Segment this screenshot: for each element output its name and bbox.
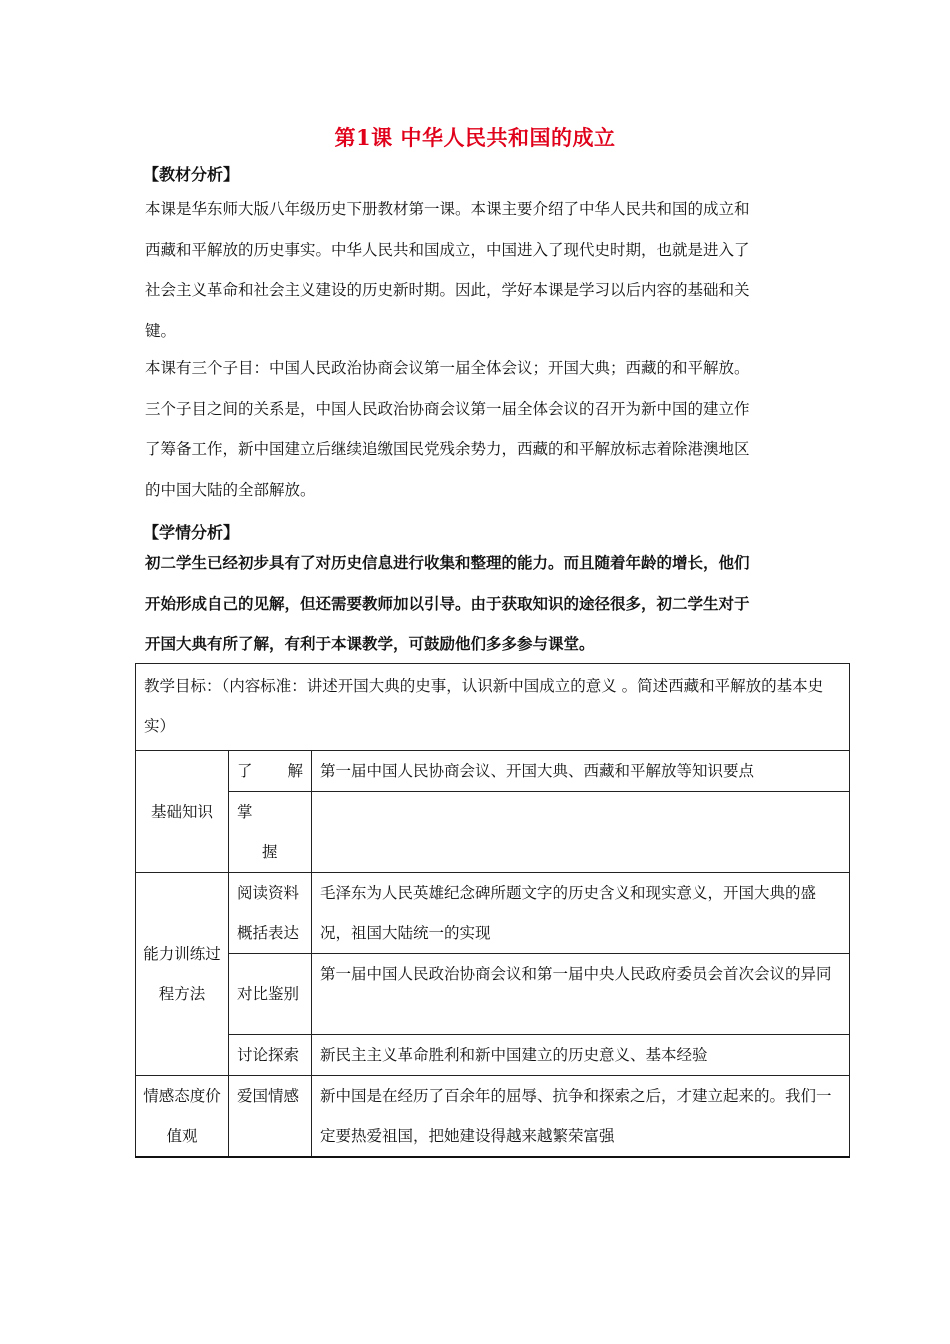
- text-line: 本课是华东师大版八年级历史下册教材第一课。本课主要介绍了中华人民共和国的成立和: [145, 200, 750, 218]
- table-row: [136, 1076, 850, 1158]
- label-understand-char-1: 了: [237, 762, 253, 780]
- lesson-title: 第1课 中华人民共和国的成立: [334, 125, 616, 150]
- text-line: 三个子目之间的关系是，中国人民政治协商会议第一届全体会议的召开为新中国的建立作: [145, 399, 750, 418]
- text-line: 的中国大陆的全部解放。: [145, 480, 316, 499]
- grasp-description: [312, 792, 850, 873]
- objective-row: [136, 664, 850, 751]
- label-comparison: 对比鉴别: [229, 954, 312, 1035]
- table-row: [136, 751, 850, 792]
- label-discussion: 讨论探索: [229, 1035, 312, 1076]
- table-row: [136, 954, 850, 1035]
- text-line: 开国大典有所了解，有利于本课教学，可鼓励他们多多参与课堂。: [145, 634, 595, 653]
- teaching-objective-cell: 教学目标：（内容标准：讲述开国大典的史事，认识新中国成立的意义 。简述西藏和平解放的基本史实）: [136, 664, 850, 751]
- label-understand-char-2: 解: [287, 762, 303, 780]
- teaching-objectives-table: [135, 663, 850, 1158]
- category-basic-knowledge: 基础知识: [136, 751, 229, 873]
- text-line: 西藏和平解放的历史事实。中华人民共和国成立，中国进入了现代史时期，也就是进入了: [145, 240, 750, 259]
- comparison-description: 第一届中国人民政治协商会议和第一届中央人民政府委员会首次会议的异同: [312, 954, 850, 1035]
- text-line: 键。: [145, 321, 177, 340]
- section-heading-student-analysis: 【学情分析】: [143, 523, 240, 542]
- label-understand: [229, 751, 312, 792]
- understand-description: 第一届中国人民协商会议、开国大典、西藏和平解放等知识要点: [312, 751, 850, 792]
- category-emotion-values: 情感态度价值观: [136, 1076, 229, 1158]
- patriotism-description: 新中国是在经历了百余年的屈辱、抗争和探索之后，才建立起来的。我们一定要热爱祖国，把她建设得越来越繁荣富强: [312, 1076, 850, 1158]
- category-ability-process: 能力训练过程方法: [136, 873, 229, 1076]
- text-line: 本课有三个子目：中国人民政治协商会议第一届全体会议；开国大典；西藏的和平解放。: [145, 359, 750, 377]
- table-row: [136, 1035, 850, 1076]
- table-row: [136, 873, 850, 954]
- section-heading-textbook-analysis: 【教材分析】: [143, 165, 240, 184]
- label-reading-summarizing: 阅读资料概括表达: [229, 873, 312, 954]
- subtopics-text: [145, 348, 813, 510]
- student-analysis-text: [145, 543, 813, 665]
- label-patriotism: 爱国情感: [229, 1076, 312, 1158]
- text-line: 了筹备工作，新中国建立后继续追缴国民党残余势力，西藏的和平解放标志着除港澳地区: [145, 440, 750, 458]
- text-line: 开始形成自己的见解，但还需要教师加以引导。由于获取知识的途径很多，初二学生对于: [145, 593, 750, 613]
- textbook-analysis-text: [145, 189, 813, 351]
- text-line: 社会主义革命和社会主义建设的历史新时期。因此，学好本课是学习以后内容的基础和关: [145, 281, 750, 299]
- reading-summarizing-description: 毛泽东为人民英雄纪念碑所题文字的历史含义和现实意义，开国大典的盛况，祖国大陆统一的实现: [312, 873, 850, 954]
- label-grasp-char-1: 掌: [237, 803, 253, 821]
- table-row: [136, 792, 850, 873]
- text-line: 初二学生已经初步具有了对历史信息进行收集和整理的能力。而且随着年龄的增长，他们: [145, 553, 750, 572]
- label-grasp: [229, 792, 312, 873]
- label-grasp-char-2: 握: [262, 843, 278, 861]
- discussion-description: 新民主主义革命胜利和新中国建立的历史意义、基本经验: [312, 1035, 850, 1076]
